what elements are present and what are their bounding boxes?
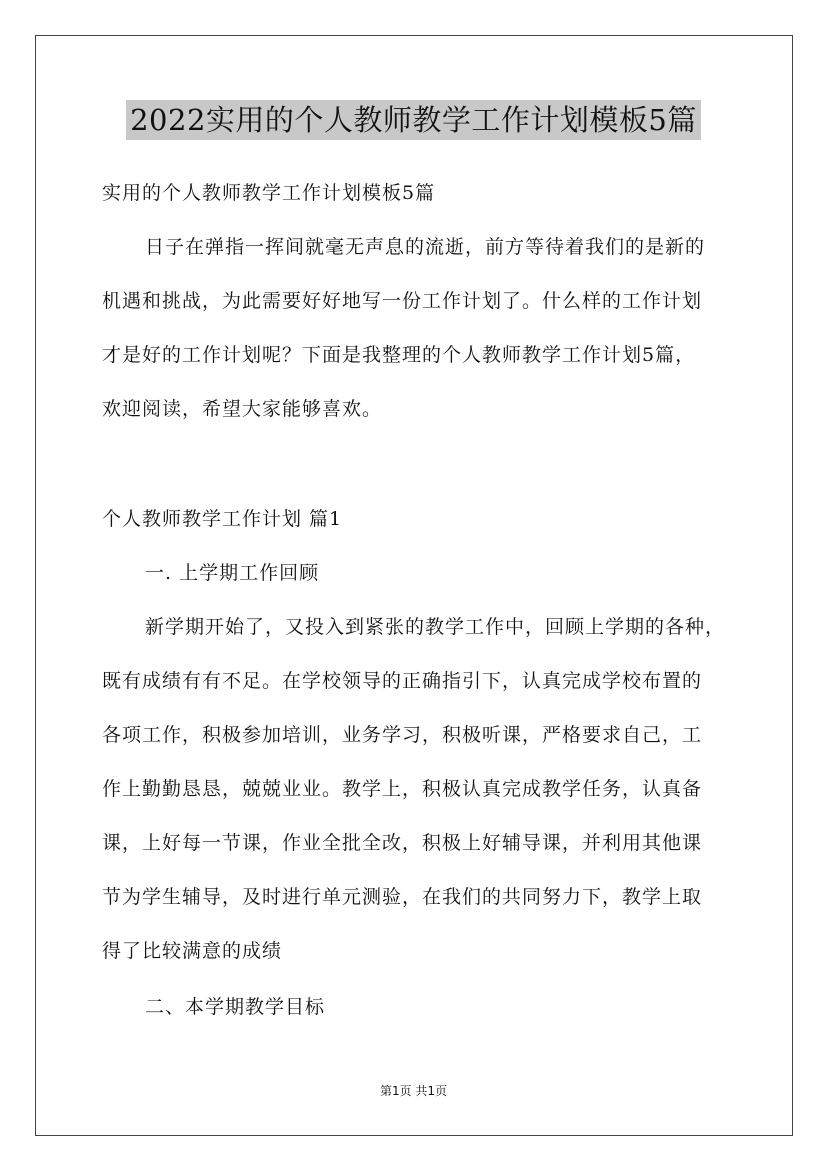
paragraph-line: 节为学生辅导，及时进行单元测验，在我们的共同努力下，教学上取 [102,886,703,908]
paragraph-line: 得了比较满意的成绩 [102,940,283,962]
part1-heading: 一. 上学期工作回顾 [145,562,320,584]
document-title: 2022实用的个人教师教学工作计划模板5篇 [126,100,701,140]
intro-line: 机遇和挑战，为此需要好好地写一份工作计划了。什么样的工作计划 [102,290,703,312]
part2-heading: 二、本学期教学目标 [145,996,326,1018]
paragraph-line: 各项工作，积极参加培训，业务学习，积极听课，严格要求自己，工 [102,724,703,746]
intro-line: 欢迎阅读，希望大家能够喜欢。 [102,398,383,420]
paragraph-line: 既有成绩有有不足。在学校领导的正确指引下，认真完成学校布置的 [102,670,703,692]
paragraph-line: 新学期开始了，又投入到紧张的教学工作中，回顾上学期的各种， [145,616,726,638]
paragraph-line: 作上勤勤恳恳，兢兢业业。教学上，积极认真完成教学任务，认真备 [102,778,703,800]
intro-line: 才是好的工作计划呢？下面是我整理的个人教师教学工作计划5篇， [102,344,696,366]
paragraph-line: 课，上好每一节课，作业全批全改，积极上好辅导课，并利用其他课 [102,832,703,854]
document-subtitle: 实用的个人教师教学工作计划模板5篇 [102,182,436,204]
intro-line: 日子在弹指一挥间就毫无声息的流逝，前方等待着我们的是新的 [145,236,706,258]
page-footer: 第1页 共1页 [379,1084,448,1098]
title-container [0,100,827,140]
section-heading: 个人教师教学工作计划 篇1 [102,508,343,530]
